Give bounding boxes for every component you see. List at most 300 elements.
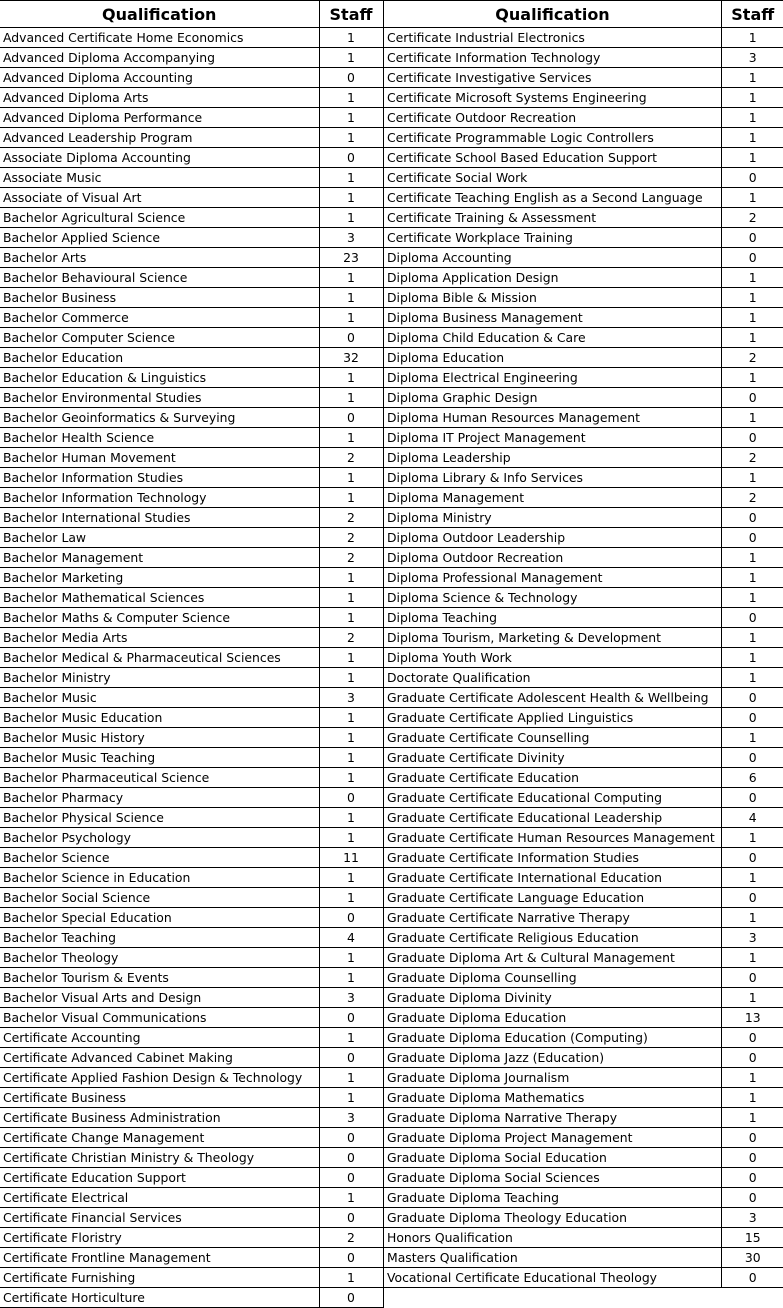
table-row: [0, 848, 383, 868]
table-row: [0, 388, 383, 408]
staff-count-cell: 1: [319, 808, 383, 828]
table-row: [384, 1048, 783, 1068]
qualification-cell: Diploma Tourism, Marketing & Development: [384, 628, 722, 648]
qualification-cell: Bachelor Marketing: [0, 568, 319, 588]
staff-count-cell: 0: [722, 228, 783, 248]
qualification-cell: Advanced Certificate Home Economics: [0, 28, 319, 48]
staff-count-cell: 1: [319, 208, 383, 228]
qualification-cell: Graduate Diploma Social Education: [384, 1148, 722, 1168]
table-row: [384, 1168, 783, 1188]
staff-count-cell: 1: [722, 908, 783, 928]
qualification-cell: Certificate Applied Fashion Design & Technology: [0, 1068, 319, 1088]
qualification-cell: Advanced Diploma Performance: [0, 108, 319, 128]
staff-count-cell: 0: [319, 68, 383, 88]
qualification-cell: Graduate Certificate Counselling: [384, 728, 722, 748]
table-row: [0, 808, 383, 828]
staff-count-cell: 1: [319, 368, 383, 388]
staff-count-cell: 1: [722, 988, 783, 1008]
qualification-cell: Advanced Diploma Accompanying: [0, 48, 319, 68]
staff-count-cell: 0: [319, 148, 383, 168]
qualification-cell: Graduate Certificate Educational Leadership: [384, 808, 722, 828]
table-row: [0, 488, 383, 508]
qualification-cell: Diploma Professional Management: [384, 568, 722, 588]
staff-count-cell: 1: [722, 308, 783, 328]
qualification-cell: Graduate Diploma Education (Computing): [384, 1028, 722, 1048]
staff-count-cell: 0: [319, 408, 383, 428]
table-row: [384, 88, 783, 108]
table-row: [384, 828, 783, 848]
qualification-cell: Graduate Diploma Divinity: [384, 988, 722, 1008]
qualification-cell: Bachelor Special Education: [0, 908, 319, 928]
staff-count-cell: 4: [722, 808, 783, 828]
qualification-cell: Certificate Industrial Electronics: [384, 28, 722, 48]
staff-count-cell: 3: [319, 688, 383, 708]
staff-count-cell: 1: [722, 668, 783, 688]
table-row: [384, 268, 783, 288]
qualification-cell: Graduate Diploma Journalism: [384, 1068, 722, 1088]
table-row: [0, 968, 383, 988]
table-row: [0, 188, 383, 208]
table-row: [0, 448, 383, 468]
table-row: [0, 688, 383, 708]
staff-count-cell: 0: [722, 1128, 783, 1148]
qualification-cell: Graduate Diploma Project Management: [384, 1128, 722, 1148]
table-row: [384, 308, 783, 328]
staff-count-cell: 0: [319, 1248, 383, 1268]
staff-count-cell: 1: [722, 328, 783, 348]
staff-count-cell: 1: [319, 188, 383, 208]
table-row: [0, 1148, 383, 1168]
staff-count-cell: 0: [319, 1048, 383, 1068]
qualification-cell: Bachelor Theology: [0, 948, 319, 968]
table-row: [0, 468, 383, 488]
qualification-cell: Certificate Financial Services: [0, 1208, 319, 1228]
qualification-cell: Bachelor Applied Science: [0, 228, 319, 248]
staff-count-cell: 1: [319, 1268, 383, 1288]
staff-count-cell: 13: [722, 1008, 783, 1028]
table-row: [0, 1048, 383, 1068]
qualification-cell: Graduate Diploma Mathematics: [384, 1088, 722, 1108]
table-row: [384, 948, 783, 968]
qualification-cell: Diploma Management: [384, 488, 722, 508]
staff-count-cell: 1: [722, 408, 783, 428]
table-row: [0, 868, 383, 888]
qualification-cell: Bachelor Business: [0, 288, 319, 308]
qualification-cell: Graduate Certificate Education: [384, 768, 722, 788]
staff-count-cell: 0: [722, 388, 783, 408]
table-row: [384, 468, 783, 488]
table-row: [0, 1188, 383, 1208]
table-row: [0, 908, 383, 928]
qualification-header: Qualification: [384, 1, 722, 28]
staff-count-cell: 1: [722, 628, 783, 648]
staff-count-cell: 1: [319, 868, 383, 888]
qualification-cell: Bachelor Management: [0, 548, 319, 568]
left-table-body: [0, 28, 383, 1308]
staff-count-cell: 0: [722, 848, 783, 868]
qualification-cell: Graduate Certificate Language Education: [384, 888, 722, 908]
qualification-cell: Diploma Teaching: [384, 608, 722, 628]
table-row: [384, 748, 783, 768]
table-row: [0, 328, 383, 348]
qualification-cell: Diploma Leadership: [384, 448, 722, 468]
staff-count-cell: 1: [319, 968, 383, 988]
staff-count-cell: 1: [319, 1068, 383, 1088]
qualification-cell: Certificate Christian Ministry & Theology: [0, 1148, 319, 1168]
qualification-cell: Certificate School Based Education Support: [384, 148, 722, 168]
table-row: [384, 668, 783, 688]
qualification-cell: Certificate Teaching English as a Second Language: [384, 188, 722, 208]
staff-count-cell: 1: [319, 888, 383, 908]
staff-count-cell: 2: [319, 508, 383, 528]
staff-count-cell: 30: [722, 1248, 783, 1268]
qualification-cell: Diploma Business Management: [384, 308, 722, 328]
table-row: [0, 128, 383, 148]
table-row: [0, 1008, 383, 1028]
table-row: [0, 348, 383, 368]
table-row: [384, 148, 783, 168]
qualification-cell: Doctorate Qualification: [384, 668, 722, 688]
staff-count-cell: 2: [722, 448, 783, 468]
qualification-cell: Bachelor Music History: [0, 728, 319, 748]
staff-count-cell: 0: [319, 908, 383, 928]
qualification-cell: Bachelor Media Arts: [0, 628, 319, 648]
staff-count-cell: 1: [319, 668, 383, 688]
qualification-cell: Diploma IT Project Management: [384, 428, 722, 448]
table-row: [384, 188, 783, 208]
staff-count-cell: 1: [319, 128, 383, 148]
table-row: [0, 48, 383, 68]
table-row: [384, 1188, 783, 1208]
qualification-cell: Graduate Certificate Information Studies: [384, 848, 722, 868]
staff-count-cell: 0: [319, 1008, 383, 1028]
staff-count-cell: 0: [722, 788, 783, 808]
table-row: [0, 568, 383, 588]
table-row: [0, 608, 383, 628]
qualification-cell: Bachelor Education & Linguistics: [0, 368, 319, 388]
table-row: [0, 428, 383, 448]
staff-count-cell: 0: [319, 788, 383, 808]
staff-count-cell: 0: [722, 168, 783, 188]
qualification-cell: Certificate Information Technology: [384, 48, 722, 68]
staff-count-cell: 1: [319, 588, 383, 608]
qualification-cell: Advanced Leadership Program: [0, 128, 319, 148]
staff-count-cell: 1: [319, 948, 383, 968]
table-row: [0, 948, 383, 968]
staff-count-cell: 1: [722, 588, 783, 608]
qualification-cell: Graduate Certificate Human Resources Management: [384, 828, 722, 848]
staff-count-cell: 2: [319, 448, 383, 468]
staff-count-cell: 11: [319, 848, 383, 868]
table-row: [384, 788, 783, 808]
table-row: [384, 1028, 783, 1048]
qualification-cell: Certificate Floristry: [0, 1228, 319, 1248]
table-row: [0, 768, 383, 788]
table-row: [384, 628, 783, 648]
staff-count-cell: 2: [319, 548, 383, 568]
qualification-cell: Graduate Diploma Education: [384, 1008, 722, 1028]
qualification-cell: Diploma Electrical Engineering: [384, 368, 722, 388]
table-row: [384, 688, 783, 708]
table-row: [384, 68, 783, 88]
qualification-cell: Diploma Human Resources Management: [384, 408, 722, 428]
qualification-cell: Bachelor Arts: [0, 248, 319, 268]
qualification-cell: Certificate Accounting: [0, 1028, 319, 1048]
staff-count-cell: 3: [722, 48, 783, 68]
staff-count-cell: 2: [319, 628, 383, 648]
qualification-cell: Advanced Diploma Arts: [0, 88, 319, 108]
qualification-cell: Graduate Certificate Narrative Therapy: [384, 908, 722, 928]
staff-count-cell: 3: [319, 988, 383, 1008]
table-row: [384, 428, 783, 448]
table-row: [384, 1248, 783, 1268]
table-row: [0, 588, 383, 608]
table-row: [384, 888, 783, 908]
staff-count-cell: 1: [319, 1028, 383, 1048]
table-row: [0, 1028, 383, 1048]
table-row: [384, 228, 783, 248]
table-row: [0, 1068, 383, 1088]
staff-count-cell: 0: [722, 1268, 783, 1288]
table-row: [0, 68, 383, 88]
staff-count-cell: 3: [319, 1108, 383, 1128]
qualification-cell: Diploma Bible & Mission: [384, 288, 722, 308]
qualification-cell: Graduate Diploma Counselling: [384, 968, 722, 988]
table-row: [0, 268, 383, 288]
qualification-cell: Diploma Library & Info Services: [384, 468, 722, 488]
qualification-cell: Diploma Graphic Design: [384, 388, 722, 408]
table-row: [0, 168, 383, 188]
table-row: [384, 548, 783, 568]
qualification-cell: Bachelor Computer Science: [0, 328, 319, 348]
staff-count-cell: 0: [722, 708, 783, 728]
qualification-cell: Graduate Diploma Narrative Therapy: [384, 1108, 722, 1128]
table-row: [384, 208, 783, 228]
header-row: [384, 1, 783, 28]
qualification-cell: Diploma Child Education & Care: [384, 328, 722, 348]
table-row: [0, 308, 383, 328]
staff-count-cell: 0: [319, 1208, 383, 1228]
right-table-body: [384, 28, 783, 1288]
staff-count-cell: 0: [722, 1188, 783, 1208]
table-row: [0, 88, 383, 108]
table-row: [384, 968, 783, 988]
table-row: [0, 648, 383, 668]
staff-count-cell: 1: [319, 388, 383, 408]
staff-count-cell: 1: [722, 568, 783, 588]
qualification-cell: Bachelor Psychology: [0, 828, 319, 848]
qualification-cell: Certificate Business: [0, 1088, 319, 1108]
staff-count-cell: 0: [722, 528, 783, 548]
qualification-cell: Diploma Application Design: [384, 268, 722, 288]
table-row: [0, 208, 383, 228]
table-row: [0, 1128, 383, 1148]
staff-count-cell: 1: [319, 308, 383, 328]
qualification-cell: Diploma Ministry: [384, 508, 722, 528]
table-row: [384, 1068, 783, 1088]
qualification-cell: Diploma Accounting: [384, 248, 722, 268]
staff-count-cell: 1: [319, 268, 383, 288]
table-row: [0, 628, 383, 648]
staff-count-cell: 1: [319, 468, 383, 488]
staff-count-cell: 0: [722, 608, 783, 628]
staff-count-cell: 1: [319, 1088, 383, 1108]
table-row: [0, 788, 383, 808]
qualification-cell: Certificate Microsoft Systems Engineering: [384, 88, 722, 108]
table-row: [384, 28, 783, 48]
staff-count-cell: 2: [319, 528, 383, 548]
staff-count-cell: 1: [722, 368, 783, 388]
staff-count-cell: 0: [722, 968, 783, 988]
table-row: [0, 928, 383, 948]
table-row: [384, 1148, 783, 1168]
table-row: [0, 1268, 383, 1288]
qualification-cell: Bachelor Pharmacy: [0, 788, 319, 808]
qualification-cell: Certificate Investigative Services: [384, 68, 722, 88]
table-row: [0, 228, 383, 248]
qualification-cell: Certificate Electrical: [0, 1188, 319, 1208]
qualification-cell: Bachelor Education: [0, 348, 319, 368]
staff-count-cell: 1: [722, 188, 783, 208]
staff-count-cell: 4: [319, 928, 383, 948]
table-row: [384, 708, 783, 728]
qualification-cell: Masters Qualification: [384, 1248, 722, 1268]
table-row: [384, 568, 783, 588]
staff-count-cell: 0: [722, 748, 783, 768]
table-row: [384, 868, 783, 888]
staff-count-cell: 1: [319, 608, 383, 628]
table-row: [384, 768, 783, 788]
staff-count-cell: 1: [319, 428, 383, 448]
qualification-cell: Bachelor Ministry: [0, 668, 319, 688]
staff-count-cell: 3: [722, 1208, 783, 1228]
qualification-cell: Bachelor Information Studies: [0, 468, 319, 488]
staff-count-cell: 1: [722, 88, 783, 108]
staff-count-cell: 1: [319, 88, 383, 108]
table-row: [384, 988, 783, 1008]
staff-count-cell: 6: [722, 768, 783, 788]
qualification-cell: Certificate Business Administration: [0, 1108, 319, 1128]
staff-count-cell: 0: [319, 1148, 383, 1168]
qualification-cell: Bachelor Environmental Studies: [0, 388, 319, 408]
qualification-cell: Bachelor International Studies: [0, 508, 319, 528]
table-row: [0, 668, 383, 688]
table-row: [384, 1088, 783, 1108]
left-table: [0, 0, 384, 1308]
staff-count-cell: 1: [722, 468, 783, 488]
table-row: [0, 408, 383, 428]
staff-count-cell: 0: [722, 1028, 783, 1048]
staff-count-cell: 2: [722, 488, 783, 508]
staff-count-cell: 15: [722, 1228, 783, 1248]
table-row: [384, 808, 783, 828]
staff-count-cell: 1: [319, 288, 383, 308]
qualification-cell: Certificate Change Management: [0, 1128, 319, 1148]
qualification-cell: Bachelor Behavioural Science: [0, 268, 319, 288]
qualification-cell: Bachelor Physical Science: [0, 808, 319, 828]
staff-count-cell: 0: [319, 1168, 383, 1188]
staff-count-cell: 1: [319, 488, 383, 508]
staff-count-cell: 0: [319, 328, 383, 348]
table-row: [384, 508, 783, 528]
qualification-cell: Graduate Certificate Adolescent Health & Wellbeing: [384, 688, 722, 708]
qualification-cell: Bachelor Music: [0, 688, 319, 708]
table-row: [0, 148, 383, 168]
staff-count-cell: 1: [722, 148, 783, 168]
qualification-cell: Bachelor Commerce: [0, 308, 319, 328]
qualification-cell: Graduate Diploma Social Sciences: [384, 1168, 722, 1188]
staff-count-cell: 1: [722, 1108, 783, 1128]
table-row: [384, 608, 783, 628]
table-row: [0, 368, 383, 388]
table-row: [384, 1128, 783, 1148]
qualification-cell: Certificate Horticulture: [0, 1288, 319, 1308]
staff-count-cell: 1: [319, 168, 383, 188]
staff-count-cell: 2: [722, 208, 783, 228]
table-row: [384, 168, 783, 188]
table-row: [384, 848, 783, 868]
qualification-cell: Diploma Outdoor Leadership: [384, 528, 722, 548]
qualification-cell: Bachelor Medical & Pharmaceutical Sciences: [0, 648, 319, 668]
table-row: [384, 108, 783, 128]
staff-count-cell: 1: [722, 828, 783, 848]
qualification-cell: Certificate Training & Assessment: [384, 208, 722, 228]
qualification-cell: Bachelor Teaching: [0, 928, 319, 948]
qualification-cell: Bachelor Maths & Computer Science: [0, 608, 319, 628]
table-row: [384, 908, 783, 928]
staff-count-cell: 3: [319, 228, 383, 248]
qualification-cell: Honors Qualification: [384, 1228, 722, 1248]
qualification-cell: Bachelor Music Teaching: [0, 748, 319, 768]
table-row: [0, 108, 383, 128]
qualification-cell: Associate Music: [0, 168, 319, 188]
staff-count-cell: 0: [722, 428, 783, 448]
staff-count-cell: 2: [319, 1228, 383, 1248]
table-row: [384, 648, 783, 668]
table-row: [384, 528, 783, 548]
staff-count-cell: 23: [319, 248, 383, 268]
qualification-cell: Certificate Workplace Training: [384, 228, 722, 248]
qualification-cell: Diploma Science & Technology: [384, 588, 722, 608]
staff-header: Staff: [319, 1, 383, 28]
table-row: [0, 1248, 383, 1268]
qualification-cell: Advanced Diploma Accounting: [0, 68, 319, 88]
qualification-cell: Certificate Advanced Cabinet Making: [0, 1048, 319, 1068]
qualification-cell: Certificate Social Work: [384, 168, 722, 188]
qualification-cell: Bachelor Tourism & Events: [0, 968, 319, 988]
staff-count-cell: 0: [722, 688, 783, 708]
table-row: [0, 548, 383, 568]
staff-count-cell: 1: [722, 868, 783, 888]
staff-count-cell: 1: [722, 948, 783, 968]
staff-count-cell: 0: [722, 508, 783, 528]
staff-count-cell: 1: [319, 108, 383, 128]
table-row: [0, 888, 383, 908]
staff-count-cell: 1: [319, 48, 383, 68]
staff-count-cell: 0: [319, 1288, 383, 1308]
staff-count-cell: 1: [319, 828, 383, 848]
staff-count-cell: 0: [319, 1128, 383, 1148]
staff-count-cell: 1: [319, 648, 383, 668]
staff-count-cell: 2: [722, 348, 783, 368]
staff-count-cell: 1: [722, 1068, 783, 1088]
staff-count-cell: 1: [722, 268, 783, 288]
table-row: [384, 728, 783, 748]
qualification-cell: Bachelor Information Technology: [0, 488, 319, 508]
qualification-cell: Graduate Certificate International Education: [384, 868, 722, 888]
staff-count-cell: 1: [722, 728, 783, 748]
staff-header: Staff: [722, 1, 783, 28]
